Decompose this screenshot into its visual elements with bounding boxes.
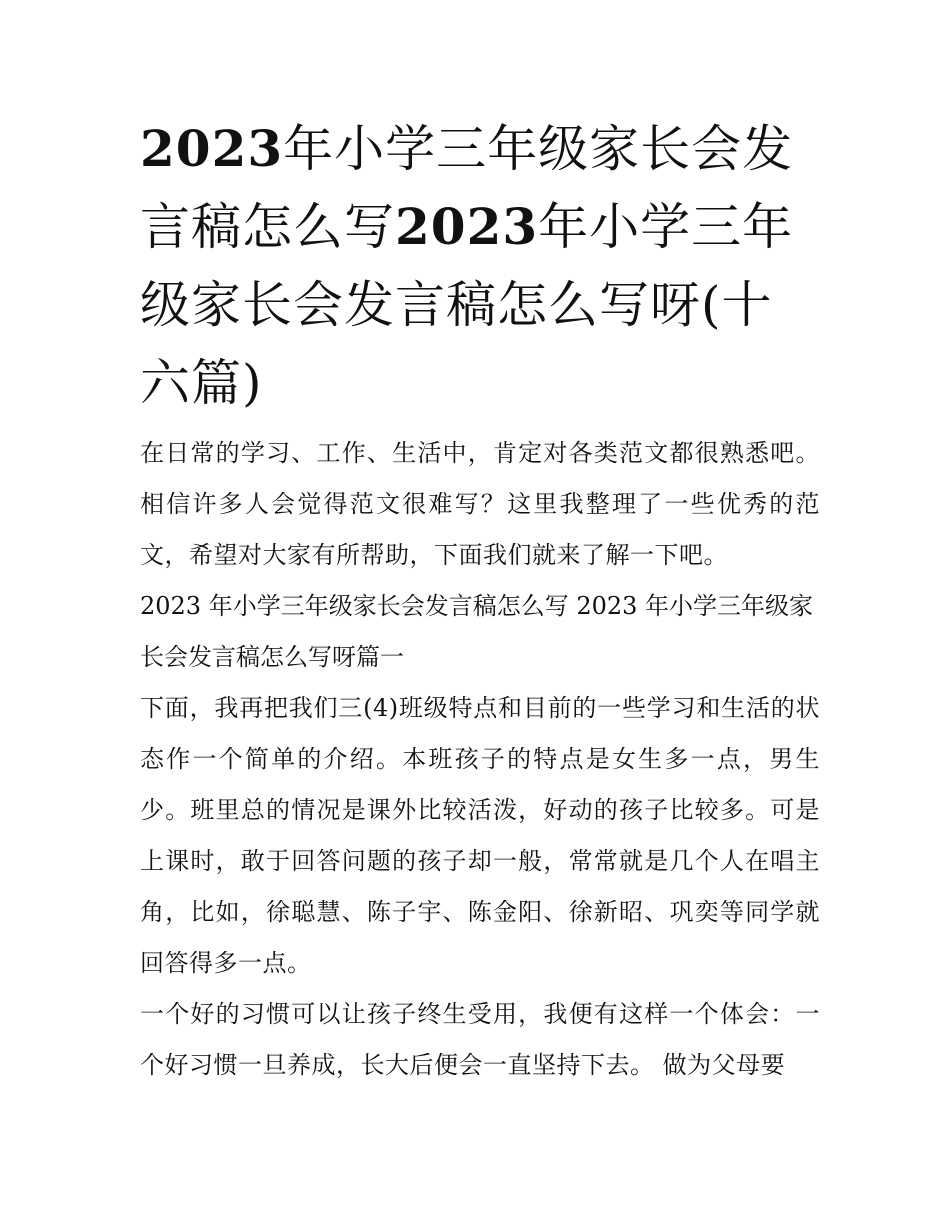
document-body <box>140 428 820 1091</box>
body-paragraph-1: 下面，我再把我们三(4)班级特点和目前的一些学习和生活的状态作一个简单的介绍。本班孩子的特点是女生多一点，男生少。班里总的情况是课外比较活泼，好动的孩子比较多。可是上课时，敢于回答问题的孩子却一般，常常就是几个人在唱主角，比如，徐聪慧、陈子宇、陈金阳、徐新昭、巩奕等同学就回答得多一点。 <box>140 694 820 977</box>
title-year-2: 2023 <box>395 197 539 256</box>
document-title <box>140 110 820 422</box>
body-paragraph-2: 一个好的习惯可以让孩子终生受用，我便有这样一个体会：一个好习惯一旦养成，长大后便会一直坚持下去。 做为父母要 <box>140 1000 820 1079</box>
title-year-1: 2023 <box>140 119 284 178</box>
title-text-1: 年小学三年级家长会发言稿怎么写 <box>140 120 794 256</box>
section-heading: 2023 年小学三年级家长会发言稿怎么写 2023 年小学三年级家长会发言稿怎么写呀篇一 <box>140 592 814 671</box>
title-text-2: 年小学三年级家长会发言稿怎么写呀(十六篇) <box>140 198 794 412</box>
intro-paragraph: 在日常的学习、工作、生活中，肯定对各类范文都很熟悉吧。相信许多人会觉得范文很难写？这里我整理了一些优秀的范文，希望对大家有所帮助，下面我们就来了解一下吧。 <box>140 439 820 569</box>
